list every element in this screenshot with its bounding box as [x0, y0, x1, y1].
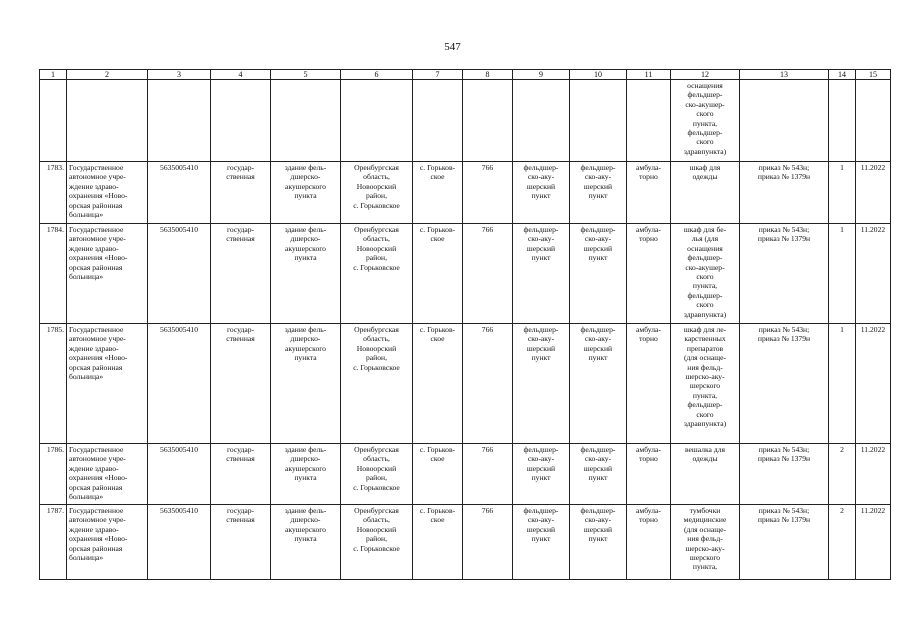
ownership-cell: государ- ственная [211, 444, 271, 505]
building-cell: здание фель- дшерско- акушерского пункта [271, 505, 341, 580]
ownership-cell: государ- ственная [211, 162, 271, 224]
item-name-cell: шкаф для одежды [671, 162, 740, 224]
structure-type-cell: фельдшер- ско-аку- шерский пункт [513, 224, 570, 324]
ownership-cell: государ- ственная [211, 224, 271, 324]
code-cell: 5635005410 [148, 224, 211, 324]
header-row [40, 70, 891, 80]
row-number-cell: 1784. [40, 224, 67, 324]
structure-type-cell: фельдшер- ско-аку- шерский пункт [513, 162, 570, 224]
orders-cell: приказ № 543н; приказ № 1379н [740, 224, 829, 324]
table-row [40, 444, 891, 505]
table-row [40, 162, 891, 224]
orders-cell: приказ № 543н; приказ № 1379н [740, 324, 829, 444]
address-cell: Оренбургская область, Новоорский район, с. Горьковское [341, 444, 413, 505]
orders-cell: приказ № 543н; приказ № 1379н [740, 444, 829, 505]
header-cell: 1 [40, 70, 67, 80]
building-cell: здание фель- дшерско- акушерского пункта [271, 324, 341, 444]
locality-cell: с. Горьков- ское [413, 162, 463, 224]
code-cell: 5635005410 [148, 505, 211, 580]
item-name-cell: шкаф для бе- лья (для оснащения фельдшер- ско-акушер- ского пункта, фельдшер- ского здравпункта) [671, 224, 740, 324]
header-cell: 11 [627, 70, 671, 80]
row-number-cell: 1787. [40, 505, 67, 580]
row-number-cell: 1786. [40, 444, 67, 505]
code-cell: 5635005410 [148, 324, 211, 444]
header-cell: 9 [513, 70, 570, 80]
building-cell: здание фель- дшерско- акушерского пункта [271, 162, 341, 224]
address-cell: Оренбургская область, Новоорский район, с. Горьковское [341, 324, 413, 444]
continued-row [40, 80, 891, 162]
date-cell: 11.2022 [856, 324, 891, 444]
locality-cell: с. Горьков- ское [413, 444, 463, 505]
ownership-cell: государ- ственная [211, 505, 271, 580]
header-cell: 2 [67, 70, 148, 80]
date-cell: 11.2022 [856, 162, 891, 224]
item-name-cell: тумбочки медицинские (для оснаще- ния фельд- шерско-аку- шерского пункта, [671, 505, 740, 580]
building-cell: здание фель- дшерско- акушерского пункта [271, 224, 341, 324]
address-cell: Оренбургская область, Новоорский район, с. Горьковское [341, 505, 413, 580]
item-name-cell: шкаф для ле- карственных препаратов (для оснаще- ния фельд- шерско-аку- шерского пункта, фельдшер- ского здравпункта) [671, 324, 740, 444]
header-cell: 6 [341, 70, 413, 80]
unit-type-cell: фельдшер- ско-аку- шерский пункт [570, 324, 627, 444]
row-number-cell: 1785. [40, 324, 67, 444]
code-766-cell: 766 [463, 444, 513, 505]
unit-type-cell: фельдшер- ско-аку- шерский пункт [570, 224, 627, 324]
date-cell: 11.2022 [856, 444, 891, 505]
organization-cell: Государственное автономное учре- ждение здраво- охранения «Ново- орская районная больница» [67, 505, 148, 580]
header-cell: 5 [271, 70, 341, 80]
organization-cell: Государственное автономное учре- ждение здраво- охранения «Ново- орская районная больница» [67, 444, 148, 505]
item-name-cell: оснащения фельдшер- ско-акушер- ского пункта, фельдшер- ского здравпункта) [671, 80, 740, 162]
orders-cell: приказ № 543н; приказ № 1379н [740, 162, 829, 224]
locality-cell: с. Горьков- ское [413, 505, 463, 580]
table-row [40, 324, 891, 444]
date-cell: 11.2022 [856, 224, 891, 324]
page-number: 547 [444, 41, 461, 53]
quantity-cell: 1 [829, 162, 856, 224]
table-row [40, 224, 891, 324]
code-cell: 5635005410 [148, 162, 211, 224]
code-766-cell: 766 [463, 162, 513, 224]
building-cell: здание фель- дшерско- акушерского пункта [271, 444, 341, 505]
quantity-cell: 1 [829, 324, 856, 444]
header-cell: 14 [829, 70, 856, 80]
item-name-cell: вешалка для одежды [671, 444, 740, 505]
organization-cell: Государственное автономное учре- ждение здраво- охранения «Ново- орская районная больница» [67, 162, 148, 224]
code-766-cell: 766 [463, 324, 513, 444]
care-condition-cell: амбула- торно [627, 162, 671, 224]
locality-cell: с. Горьков- ское [413, 224, 463, 324]
care-condition-cell: амбула- торно [627, 224, 671, 324]
unit-type-cell: фельдшер- ско-аку- шерский пункт [570, 505, 627, 580]
organization-cell: Государственное автономное учре- ждение здраво- охранения «Ново- орская районная больница» [67, 224, 148, 324]
quantity-cell: 2 [829, 505, 856, 580]
row-number-cell: 1783. [40, 162, 67, 224]
organization-cell: Государственное автономное учре- ждение здраво- охранения «Ново- орская районная больница» [67, 324, 148, 444]
unit-type-cell: фельдшер- ско-аку- шерский пункт [570, 444, 627, 505]
care-condition-cell: амбула- торно [627, 505, 671, 580]
header-cell: 15 [856, 70, 891, 80]
header-cell: 8 [463, 70, 513, 80]
quantity-cell: 2 [829, 444, 856, 505]
structure-type-cell: фельдшер- ско-аку- шерский пункт [513, 505, 570, 580]
header-cell: 13 [740, 70, 829, 80]
header-cell: 3 [148, 70, 211, 80]
code-766-cell: 766 [463, 224, 513, 324]
address-cell: Оренбургская область, Новоорский район, с. Горьковское [341, 162, 413, 224]
locality-cell: с. Горьков- ское [413, 324, 463, 444]
quantity-cell: 1 [829, 224, 856, 324]
date-cell: 11.2022 [856, 505, 891, 580]
care-condition-cell: амбула- торно [627, 444, 671, 505]
unit-type-cell: фельдшер- ско-аку- шерский пункт [570, 162, 627, 224]
header-cell: 7 [413, 70, 463, 80]
structure-type-cell: фельдшер- ско-аку- шерский пункт [513, 444, 570, 505]
equipment-table [39, 69, 891, 580]
address-cell: Оренбургская область, Новоорский район, с. Горьковское [341, 224, 413, 324]
header-cell: 12 [671, 70, 740, 80]
code-766-cell: 766 [463, 505, 513, 580]
orders-cell: приказ № 543н; приказ № 1379н [740, 505, 829, 580]
code-cell: 5635005410 [148, 444, 211, 505]
structure-type-cell: фельдшер- ско-аку- шерский пункт [513, 324, 570, 444]
header-cell: 4 [211, 70, 271, 80]
header-cell: 10 [570, 70, 627, 80]
table-row [40, 505, 891, 580]
care-condition-cell: амбула- торно [627, 324, 671, 444]
ownership-cell: государ- ственная [211, 324, 271, 444]
